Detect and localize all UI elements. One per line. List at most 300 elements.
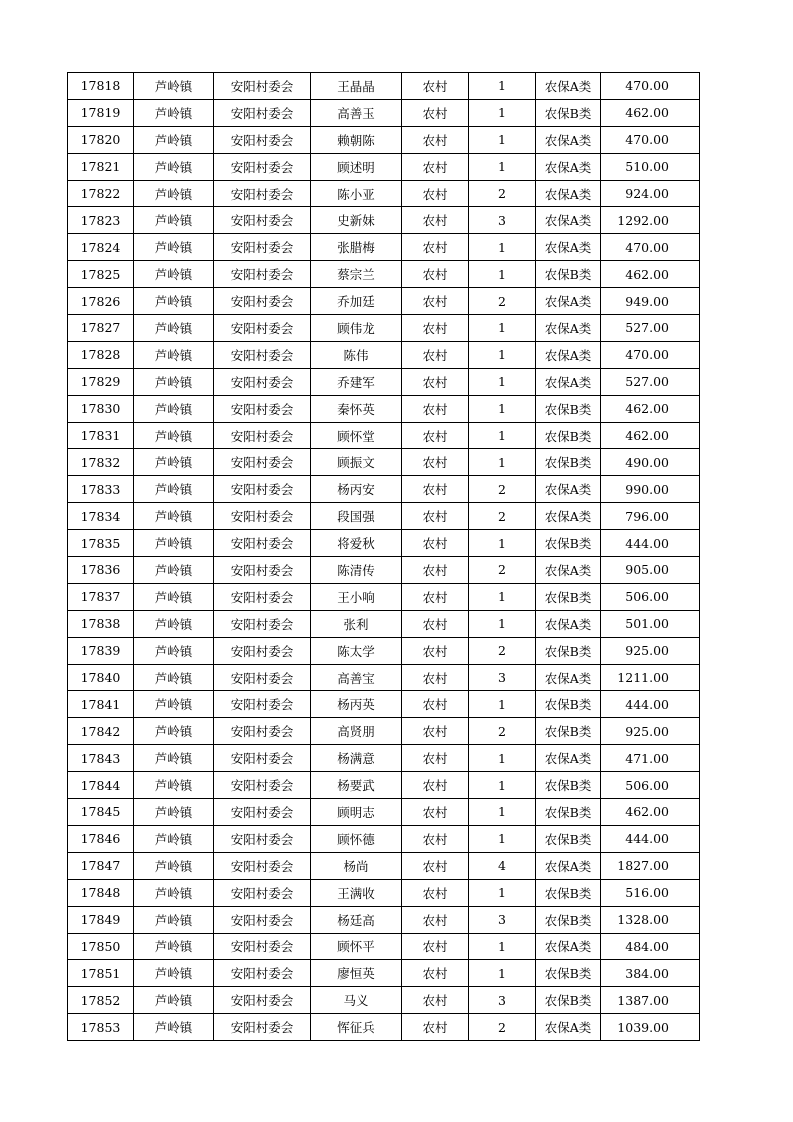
cell-committee: 安阳村委会	[214, 933, 311, 960]
cell-area: 农村	[402, 530, 469, 557]
cell-committee: 安阳村委会	[214, 449, 311, 476]
cell-amount: 925.00	[601, 637, 700, 664]
cell-count: 1	[469, 933, 536, 960]
cell-category: 农保B类	[536, 799, 601, 826]
cell-category: 农保A类	[536, 610, 601, 637]
cell-category: 农保B类	[536, 879, 601, 906]
cell-amount: 1827.00	[601, 852, 700, 879]
cell-amount: 470.00	[601, 73, 700, 100]
cell-committee: 安阳村委会	[214, 772, 311, 799]
cell-amount: 384.00	[601, 960, 700, 987]
cell-category: 农保A类	[536, 315, 601, 342]
table-row	[68, 449, 700, 476]
cell-id: 17832	[68, 449, 134, 476]
cell-town: 芦岭镇	[134, 825, 214, 852]
cell-area: 农村	[402, 960, 469, 987]
cell-area: 农村	[402, 207, 469, 234]
cell-count: 1	[469, 73, 536, 100]
cell-committee: 安阳村委会	[214, 341, 311, 368]
cell-amount: 470.00	[601, 126, 700, 153]
table-row	[68, 610, 700, 637]
cell-committee: 安阳村委会	[214, 234, 311, 261]
cell-id: 17831	[68, 422, 134, 449]
cell-name: 顾怀平	[311, 933, 402, 960]
cell-count: 2	[469, 557, 536, 584]
cell-area: 农村	[402, 422, 469, 449]
cell-id: 17842	[68, 718, 134, 745]
table-row	[68, 637, 700, 664]
table-body	[68, 73, 700, 1041]
cell-town: 芦岭镇	[134, 799, 214, 826]
cell-committee: 安阳村委会	[214, 288, 311, 315]
cell-category: 农保B类	[536, 691, 601, 718]
cell-name: 顾伟龙	[311, 315, 402, 342]
cell-area: 农村	[402, 637, 469, 664]
cell-name: 段国强	[311, 503, 402, 530]
table-row	[68, 476, 700, 503]
cell-id: 17840	[68, 664, 134, 691]
cell-town: 芦岭镇	[134, 987, 214, 1014]
cell-area: 农村	[402, 906, 469, 933]
cell-area: 农村	[402, 772, 469, 799]
cell-committee: 安阳村委会	[214, 180, 311, 207]
cell-count: 2	[469, 503, 536, 530]
cell-count: 1	[469, 745, 536, 772]
cell-town: 芦岭镇	[134, 99, 214, 126]
cell-count: 1	[469, 422, 536, 449]
table-row	[68, 126, 700, 153]
cell-category: 农保B类	[536, 422, 601, 449]
cell-name: 顾述明	[311, 153, 402, 180]
cell-town: 芦岭镇	[134, 691, 214, 718]
cell-town: 芦岭镇	[134, 288, 214, 315]
cell-area: 农村	[402, 449, 469, 476]
cell-amount: 462.00	[601, 261, 700, 288]
cell-category: 农保A类	[536, 126, 601, 153]
cell-name: 乔加廷	[311, 288, 402, 315]
cell-amount: 796.00	[601, 503, 700, 530]
cell-amount: 1387.00	[601, 987, 700, 1014]
cell-town: 芦岭镇	[134, 261, 214, 288]
table-row	[68, 422, 700, 449]
cell-committee: 安阳村委会	[214, 583, 311, 610]
cell-name: 陈清传	[311, 557, 402, 584]
cell-committee: 安阳村委会	[214, 960, 311, 987]
cell-area: 农村	[402, 664, 469, 691]
cell-area: 农村	[402, 503, 469, 530]
cell-id: 17841	[68, 691, 134, 718]
cell-amount: 470.00	[601, 234, 700, 261]
cell-count: 2	[469, 476, 536, 503]
cell-id: 17830	[68, 395, 134, 422]
cell-committee: 安阳村委会	[214, 422, 311, 449]
cell-town: 芦岭镇	[134, 422, 214, 449]
cell-amount: 444.00	[601, 691, 700, 718]
cell-committee: 安阳村委会	[214, 557, 311, 584]
cell-count: 1	[469, 772, 536, 799]
cell-count: 3	[469, 664, 536, 691]
cell-town: 芦岭镇	[134, 772, 214, 799]
cell-committee: 安阳村委会	[214, 799, 311, 826]
cell-town: 芦岭镇	[134, 395, 214, 422]
cell-town: 芦岭镇	[134, 341, 214, 368]
cell-count: 1	[469, 234, 536, 261]
cell-amount: 462.00	[601, 422, 700, 449]
cell-id: 17821	[68, 153, 134, 180]
cell-id: 17835	[68, 530, 134, 557]
cell-amount: 924.00	[601, 180, 700, 207]
cell-amount: 527.00	[601, 368, 700, 395]
cell-id: 17823	[68, 207, 134, 234]
cell-amount: 510.00	[601, 153, 700, 180]
cell-category: 农保A类	[536, 1014, 601, 1041]
cell-amount: 462.00	[601, 99, 700, 126]
cell-id: 17822	[68, 180, 134, 207]
cell-id: 17851	[68, 960, 134, 987]
cell-id: 17838	[68, 610, 134, 637]
cell-committee: 安阳村委会	[214, 99, 311, 126]
cell-amount: 471.00	[601, 745, 700, 772]
cell-town: 芦岭镇	[134, 315, 214, 342]
cell-committee: 安阳村委会	[214, 610, 311, 637]
cell-id: 17849	[68, 906, 134, 933]
cell-amount: 905.00	[601, 557, 700, 584]
cell-name: 杨尚	[311, 852, 402, 879]
table-row	[68, 503, 700, 530]
cell-area: 农村	[402, 933, 469, 960]
cell-id: 17839	[68, 637, 134, 664]
cell-amount: 1211.00	[601, 664, 700, 691]
cell-category: 农保A类	[536, 557, 601, 584]
table-row	[68, 395, 700, 422]
cell-id: 17846	[68, 825, 134, 852]
cell-name: 恽征兵	[311, 1014, 402, 1041]
cell-id: 17850	[68, 933, 134, 960]
cell-count: 1	[469, 583, 536, 610]
cell-area: 农村	[402, 395, 469, 422]
table-row	[68, 691, 700, 718]
cell-committee: 安阳村委会	[214, 906, 311, 933]
cell-town: 芦岭镇	[134, 1014, 214, 1041]
cell-committee: 安阳村委会	[214, 73, 311, 100]
cell-area: 农村	[402, 987, 469, 1014]
table-row	[68, 799, 700, 826]
cell-id: 17853	[68, 1014, 134, 1041]
cell-committee: 安阳村委会	[214, 126, 311, 153]
cell-town: 芦岭镇	[134, 530, 214, 557]
table-row	[68, 99, 700, 126]
cell-count: 1	[469, 879, 536, 906]
cell-amount: 516.00	[601, 879, 700, 906]
cell-name: 高善玉	[311, 99, 402, 126]
cell-amount: 949.00	[601, 288, 700, 315]
cell-name: 杨廷高	[311, 906, 402, 933]
cell-category: 农保A类	[536, 476, 601, 503]
cell-committee: 安阳村委会	[214, 664, 311, 691]
cell-amount: 990.00	[601, 476, 700, 503]
cell-id: 17818	[68, 73, 134, 100]
cell-town: 芦岭镇	[134, 557, 214, 584]
cell-town: 芦岭镇	[134, 879, 214, 906]
cell-committee: 安阳村委会	[214, 825, 311, 852]
cell-category: 农保B类	[536, 718, 601, 745]
cell-id: 17847	[68, 852, 134, 879]
cell-category: 农保A类	[536, 933, 601, 960]
cell-town: 芦岭镇	[134, 610, 214, 637]
cell-category: 农保A类	[536, 664, 601, 691]
cell-name: 高善宝	[311, 664, 402, 691]
cell-committee: 安阳村委会	[214, 315, 311, 342]
cell-town: 芦岭镇	[134, 180, 214, 207]
cell-name: 王满收	[311, 879, 402, 906]
cell-committee: 安阳村委会	[214, 637, 311, 664]
table-row	[68, 664, 700, 691]
table-row	[68, 261, 700, 288]
cell-amount: 506.00	[601, 772, 700, 799]
cell-town: 芦岭镇	[134, 906, 214, 933]
cell-count: 1	[469, 960, 536, 987]
cell-count: 1	[469, 126, 536, 153]
cell-id: 17824	[68, 234, 134, 261]
table-row	[68, 153, 700, 180]
table-row	[68, 180, 700, 207]
cell-town: 芦岭镇	[134, 126, 214, 153]
cell-count: 1	[469, 341, 536, 368]
table-row	[68, 315, 700, 342]
cell-town: 芦岭镇	[134, 503, 214, 530]
cell-town: 芦岭镇	[134, 664, 214, 691]
cell-id: 17833	[68, 476, 134, 503]
table-row	[68, 772, 700, 799]
table-row	[68, 207, 700, 234]
data-table	[67, 72, 700, 1041]
cell-name: 王小响	[311, 583, 402, 610]
cell-area: 农村	[402, 718, 469, 745]
table-row	[68, 288, 700, 315]
cell-category: 农保B类	[536, 395, 601, 422]
cell-category: 农保B类	[536, 825, 601, 852]
cell-amount: 462.00	[601, 799, 700, 826]
cell-category: 农保A类	[536, 745, 601, 772]
cell-count: 2	[469, 180, 536, 207]
table-row	[68, 960, 700, 987]
cell-name: 陈小亚	[311, 180, 402, 207]
cell-category: 农保B类	[536, 261, 601, 288]
cell-town: 芦岭镇	[134, 73, 214, 100]
cell-category: 农保B类	[536, 637, 601, 664]
cell-name: 顾振文	[311, 449, 402, 476]
cell-count: 1	[469, 315, 536, 342]
cell-name: 高贤朋	[311, 718, 402, 745]
cell-count: 2	[469, 1014, 536, 1041]
cell-committee: 安阳村委会	[214, 691, 311, 718]
cell-category: 农保A类	[536, 207, 601, 234]
cell-committee: 安阳村委会	[214, 530, 311, 557]
cell-category: 农保A类	[536, 288, 601, 315]
cell-area: 农村	[402, 745, 469, 772]
cell-name: 赖朝陈	[311, 126, 402, 153]
cell-id: 17825	[68, 261, 134, 288]
cell-name: 陈太学	[311, 637, 402, 664]
cell-name: 顾明志	[311, 799, 402, 826]
cell-name: 杨丙英	[311, 691, 402, 718]
cell-area: 农村	[402, 153, 469, 180]
cell-area: 农村	[402, 99, 469, 126]
cell-area: 农村	[402, 476, 469, 503]
cell-amount: 462.00	[601, 395, 700, 422]
cell-id: 17826	[68, 288, 134, 315]
cell-area: 农村	[402, 234, 469, 261]
cell-id: 17845	[68, 799, 134, 826]
cell-town: 芦岭镇	[134, 476, 214, 503]
cell-count: 1	[469, 530, 536, 557]
cell-category: 农保B类	[536, 960, 601, 987]
cell-name: 乔建军	[311, 368, 402, 395]
table-row	[68, 73, 700, 100]
cell-area: 农村	[402, 1014, 469, 1041]
cell-town: 芦岭镇	[134, 852, 214, 879]
table-row	[68, 583, 700, 610]
cell-committee: 安阳村委会	[214, 718, 311, 745]
cell-name: 秦怀英	[311, 395, 402, 422]
cell-category: 农保A类	[536, 852, 601, 879]
cell-count: 2	[469, 288, 536, 315]
table-row	[68, 530, 700, 557]
cell-id: 17819	[68, 99, 134, 126]
cell-area: 农村	[402, 852, 469, 879]
cell-id: 17820	[68, 126, 134, 153]
cell-id: 17829	[68, 368, 134, 395]
cell-committee: 安阳村委会	[214, 368, 311, 395]
cell-id: 17844	[68, 772, 134, 799]
cell-name: 马义	[311, 987, 402, 1014]
cell-count: 1	[469, 368, 536, 395]
cell-amount: 506.00	[601, 583, 700, 610]
cell-count: 3	[469, 906, 536, 933]
cell-count: 3	[469, 207, 536, 234]
cell-committee: 安阳村委会	[214, 476, 311, 503]
cell-area: 农村	[402, 261, 469, 288]
cell-area: 农村	[402, 610, 469, 637]
cell-committee: 安阳村委会	[214, 153, 311, 180]
cell-count: 1	[469, 825, 536, 852]
cell-town: 芦岭镇	[134, 207, 214, 234]
cell-id: 17843	[68, 745, 134, 772]
cell-committee: 安阳村委会	[214, 745, 311, 772]
cell-town: 芦岭镇	[134, 637, 214, 664]
cell-amount: 444.00	[601, 530, 700, 557]
cell-category: 农保B类	[536, 583, 601, 610]
cell-name: 蔡宗兰	[311, 261, 402, 288]
cell-committee: 安阳村委会	[214, 879, 311, 906]
cell-name: 顾怀堂	[311, 422, 402, 449]
cell-amount: 1328.00	[601, 906, 700, 933]
cell-count: 1	[469, 449, 536, 476]
cell-count: 1	[469, 799, 536, 826]
cell-town: 芦岭镇	[134, 718, 214, 745]
cell-amount: 1039.00	[601, 1014, 700, 1041]
cell-category: 农保A类	[536, 503, 601, 530]
cell-area: 农村	[402, 799, 469, 826]
table-row	[68, 987, 700, 1014]
table-row	[68, 368, 700, 395]
cell-category: 农保A类	[536, 73, 601, 100]
cell-category: 农保A类	[536, 180, 601, 207]
cell-category: 农保B类	[536, 449, 601, 476]
cell-count: 1	[469, 261, 536, 288]
cell-town: 芦岭镇	[134, 960, 214, 987]
table-row	[68, 234, 700, 261]
cell-name: 杨满意	[311, 745, 402, 772]
cell-amount: 470.00	[601, 341, 700, 368]
cell-id: 17837	[68, 583, 134, 610]
cell-category: 农保B类	[536, 772, 601, 799]
table-row	[68, 1014, 700, 1041]
cell-count: 1	[469, 610, 536, 637]
cell-id: 17827	[68, 315, 134, 342]
cell-committee: 安阳村委会	[214, 987, 311, 1014]
table-row	[68, 933, 700, 960]
cell-area: 农村	[402, 825, 469, 852]
cell-category: 农保A类	[536, 341, 601, 368]
cell-amount: 490.00	[601, 449, 700, 476]
cell-id: 17848	[68, 879, 134, 906]
cell-town: 芦岭镇	[134, 583, 214, 610]
cell-name: 杨丙安	[311, 476, 402, 503]
cell-category: 农保A类	[536, 368, 601, 395]
cell-area: 农村	[402, 557, 469, 584]
cell-name: 王晶晶	[311, 73, 402, 100]
cell-category: 农保B类	[536, 906, 601, 933]
cell-name: 史新妹	[311, 207, 402, 234]
cell-town: 芦岭镇	[134, 153, 214, 180]
cell-category: 农保A类	[536, 153, 601, 180]
cell-town: 芦岭镇	[134, 368, 214, 395]
cell-name: 廖恒英	[311, 960, 402, 987]
cell-amount: 484.00	[601, 933, 700, 960]
cell-count: 2	[469, 637, 536, 664]
cell-count: 2	[469, 718, 536, 745]
cell-area: 农村	[402, 879, 469, 906]
table-row	[68, 341, 700, 368]
cell-id: 17834	[68, 503, 134, 530]
cell-name: 顾怀德	[311, 825, 402, 852]
cell-area: 农村	[402, 583, 469, 610]
table-row	[68, 557, 700, 584]
cell-area: 农村	[402, 341, 469, 368]
cell-category: 农保B类	[536, 99, 601, 126]
table-row	[68, 718, 700, 745]
cell-amount: 501.00	[601, 610, 700, 637]
cell-area: 农村	[402, 368, 469, 395]
cell-area: 农村	[402, 315, 469, 342]
cell-count: 1	[469, 395, 536, 422]
cell-count: 1	[469, 691, 536, 718]
cell-id: 17836	[68, 557, 134, 584]
cell-amount: 925.00	[601, 718, 700, 745]
cell-town: 芦岭镇	[134, 745, 214, 772]
cell-committee: 安阳村委会	[214, 503, 311, 530]
table-row	[68, 879, 700, 906]
cell-amount: 527.00	[601, 315, 700, 342]
cell-category: 农保A类	[536, 234, 601, 261]
cell-town: 芦岭镇	[134, 933, 214, 960]
cell-committee: 安阳村委会	[214, 395, 311, 422]
cell-area: 农村	[402, 288, 469, 315]
cell-count: 4	[469, 852, 536, 879]
cell-count: 1	[469, 99, 536, 126]
cell-amount: 444.00	[601, 825, 700, 852]
